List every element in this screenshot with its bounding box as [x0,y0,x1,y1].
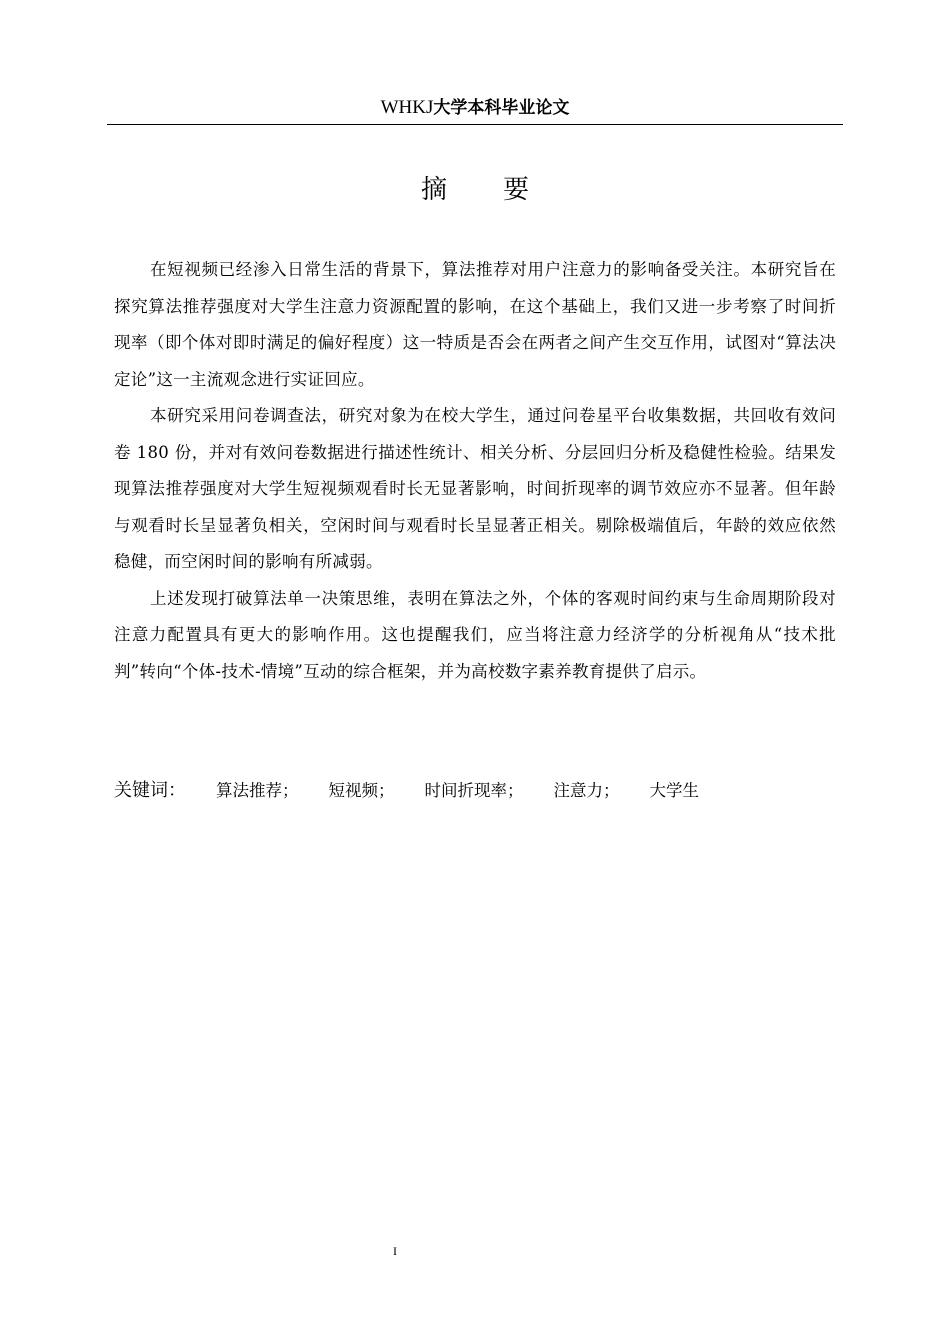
keywords-label: 关键词： [114,780,186,801]
running-header [107,95,843,121]
keyword-separator: ； [603,781,620,800]
abstract-title: 摘要 [420,175,585,205]
page-number: I [393,1244,397,1258]
header-title-suffix: 大学本科毕业论文 [433,98,570,118]
keyword-separator: ； [507,781,524,800]
keyword-separator: ； [378,781,395,800]
abstract-paragraph-3: 上述发现打破算法单一决策思维，表明在算法之外，个体的客观时间约束与生命周期阶段对注意力配置具有更大的影响作用。这也提醒我们，应当将注意力经济学的分析视角从“技术批判”转向“个体-技术-情境”互动的综合框架，并为高校数字素养教育提供了启示。 [114,588,836,681]
header-rule [107,124,843,125]
keyword-item: 时间折现率 [424,781,507,800]
keyword-item: 算法推荐 [216,781,282,800]
keyword-separator: ； [282,781,299,800]
keyword-item: 短视频 [328,781,378,800]
keywords-line [114,776,836,806]
keyword-item: 大学生 [649,781,699,800]
keyword-item: 注意力 [553,781,603,800]
abstract-body [114,252,836,690]
header-school-code: WHKJ [380,97,434,118]
abstract-paragraph-2: 本研究采用问卷调查法，研究对象为在校大学生，通过问卷星平台收集数据，共回收有效问卷 180 份，并对有效问卷数据进行描述性统计、相关分析、分层回归分析及稳健性检验。结果发现算法推荐强度对大学生短视频观看时长无显著影响，时间折现率的调节效应亦不显著。但年龄与观看时长呈显著负相关，空闲时间与观看时长呈显著正相关。剔除极端值后，年龄的效应依然稳健，而空闲时间的影响有所减弱。 [114,406,836,571]
abstract-paragraph-1: 在短视频已经渗入日常生活的背景下，算法推荐对用户注意力的影响备受关注。本研究旨在探究算法推荐强度对大学生注意力资源配置的影响，在这个基础上，我们又进一步考察了时间折现率（即个体对即时满足的偏好程度）这一特质是否会在两者之间产生交互作用，试图对“算法决定论”这一主流观念进行实证回应。 [114,260,836,389]
